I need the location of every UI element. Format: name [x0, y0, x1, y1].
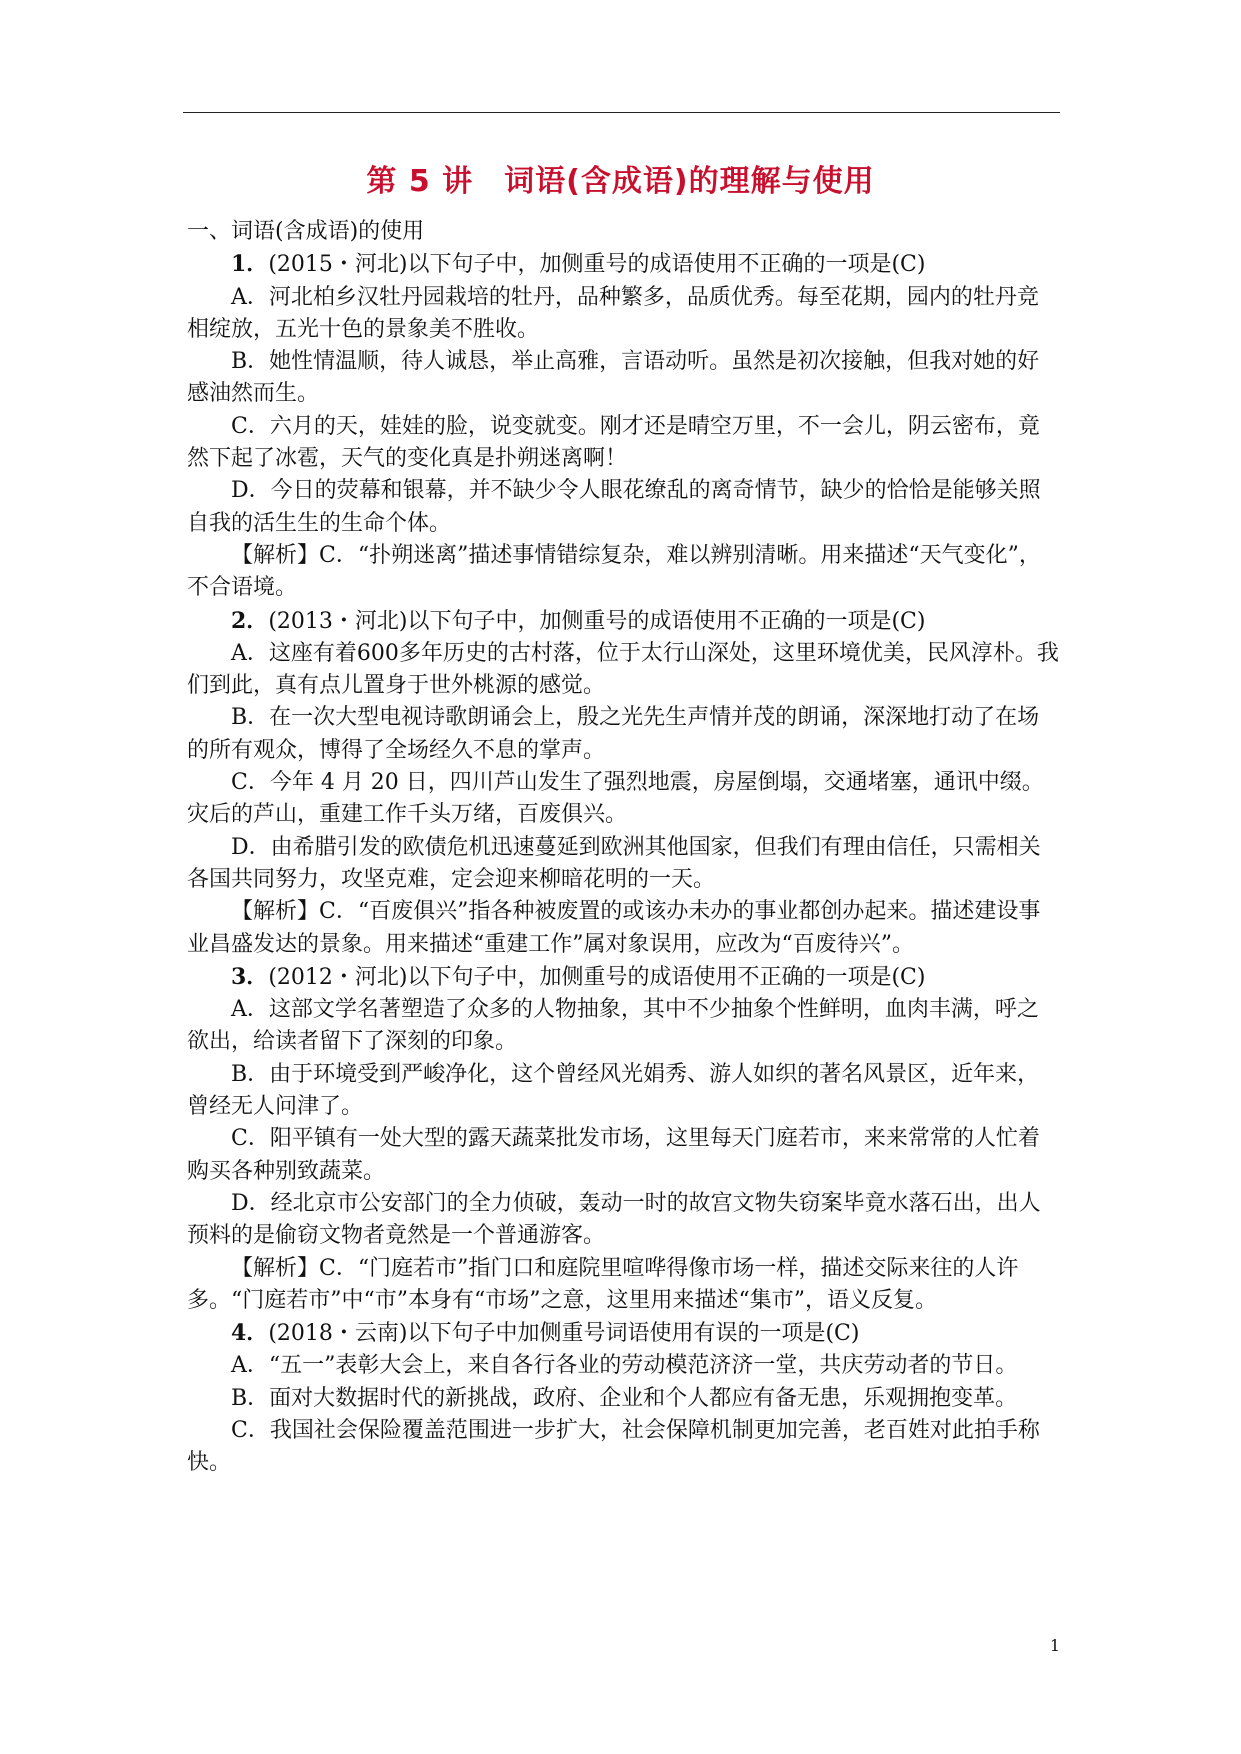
- option-b: B．她性情温顺，待人诚恳，举止高雅，言语动听。虽然是初次接触，但我对她的好感油然而生。: [187, 349, 1040, 407]
- page-number: 1: [1049, 1636, 1060, 1655]
- question-number: 3．: [231, 963, 269, 990]
- option-c: C．阳平镇有一处大型的露天蔬菜批发市场，这里每天门庭若市，来来常常的人忙着购买各种别致蔬菜。: [187, 1126, 1040, 1184]
- question-text: (2013・河北)以下句子中，加侧重号的成语使用不正确的一项是(C): [268, 608, 926, 634]
- question-text: (2015・河北)以下句子中，加侧重号的成语使用不正确的一项是(C): [268, 252, 926, 278]
- option-a: A．这座有着600多年历史的古村落，位于太行山深处，这里环境优美，民风淳朴。我们到此，真有点儿置身于世外桃源的感觉。: [187, 640, 1059, 699]
- analysis: 【解析】C．“门庭若市”指门口和庭院里喧哗得像市场一样，描述交际来往的人许多。“门庭若市”中“市”本身有“市场”之意，这里用来描述“集市”，语义反复。: [187, 1255, 1019, 1313]
- option-c: C．六月的天，娃娃的脸，说变就变。刚才还是晴空万里，不一会儿，阴云密布，竟然下起了冰雹，天气的变化真是扑朔迷离啊！: [187, 413, 1040, 472]
- question-stem: [187, 248, 1060, 281]
- question-number: 2．: [231, 607, 269, 634]
- question-stem: [187, 605, 1060, 638]
- option-b: B．在一次大型电视诗歌朗诵会上，殷之光先生声情并茂的朗诵，深深地打动了在场的所有观众，博得了全场经久不息的掌声。: [187, 705, 1040, 763]
- question-stem: [187, 961, 1060, 994]
- option-b: B．由于环境受到严峻净化，这个曾经风光娟秀、游人如织的著名风景区，近年来，曾经无人问津了。: [187, 1061, 1040, 1120]
- section-heading: 一、词语(含成语)的使用: [187, 219, 425, 244]
- header-rule: [183, 112, 1060, 113]
- analysis: 【解析】C．“百废俱兴”指各种被废置的或该办未办的事业都创办起来。描述建设事业昌盛发达的景象。用来描述“重建工作”属对象误用，应改为“百废待兴”。: [187, 899, 1041, 957]
- question-text: (2018・云南)以下句子中加侧重号词语使用有误的一项是(C): [268, 1321, 860, 1347]
- question-stem: [187, 1317, 1060, 1350]
- question-number: 4．: [231, 1320, 269, 1347]
- option-c: C．我国社会保险覆盖范围进一步扩大，社会保障机制更加完善，老百姓对此拍手称快。: [187, 1417, 1040, 1476]
- option-a: A．河北柏乡汉牡丹园栽培的牡丹，品种繁多，品质优秀。每至花期，园内的牡丹竞相绽放，五光十色的景象美不胜收。: [187, 284, 1039, 342]
- option-d: D．经北京市公安部门的全力侦破，轰动一时的故宫文物失窃案毕竟水落石出，出人预料的是偷窃文物者竟然是一个普通游客。: [187, 1190, 1041, 1249]
- page-title: 第 5 讲 词语(含成语)的理解与使用: [366, 164, 875, 199]
- question-text: (2012・河北)以下句子中，加侧重号的成语使用不正确的一项是(C): [268, 964, 926, 990]
- question-number: 1．: [231, 251, 269, 278]
- option-d: D．今日的荧幕和银幕，并不缺少令人眼花缭乱的离奇情节，缺少的恰恰是能够关照自我的活生生的生命个体。: [187, 478, 1041, 536]
- analysis: 【解析】C．“扑朔迷离”描述事情错综复杂，难以辨别清晰。用来描述“天气变化”，不合语境。: [187, 542, 1041, 601]
- option-b: B．面对大数据时代的新挑战，政府、企业和个人都应有备无患，乐观拥抱变革。: [231, 1385, 1018, 1411]
- document-body: [187, 216, 1060, 1480]
- option-d: D．由希腊引发的欧债危机迅速蔓延到欧洲其他国家，但我们有理由信任，只需相关各国共同努力，攻坚克难，定会迎来柳暗花明的一天。: [187, 834, 1041, 892]
- option-a: A．“五一”表彰大会上，来自各行各业的劳动模范济济一堂，共庆劳动者的节日。: [231, 1353, 1018, 1379]
- option-c: C．今年 4 月 20 日，四川芦山发生了强烈地震，房屋倒塌，交通堵塞，通讯中缀。灾后的芦山，重建工作千头万绪，百废俱兴。: [187, 770, 1044, 828]
- option-a: A．这部文学名著塑造了众多的人物抽象，其中不少抽象个性鲜明，血肉丰满，呼之欲出，给读者留下了深刻的印象。: [187, 997, 1039, 1055]
